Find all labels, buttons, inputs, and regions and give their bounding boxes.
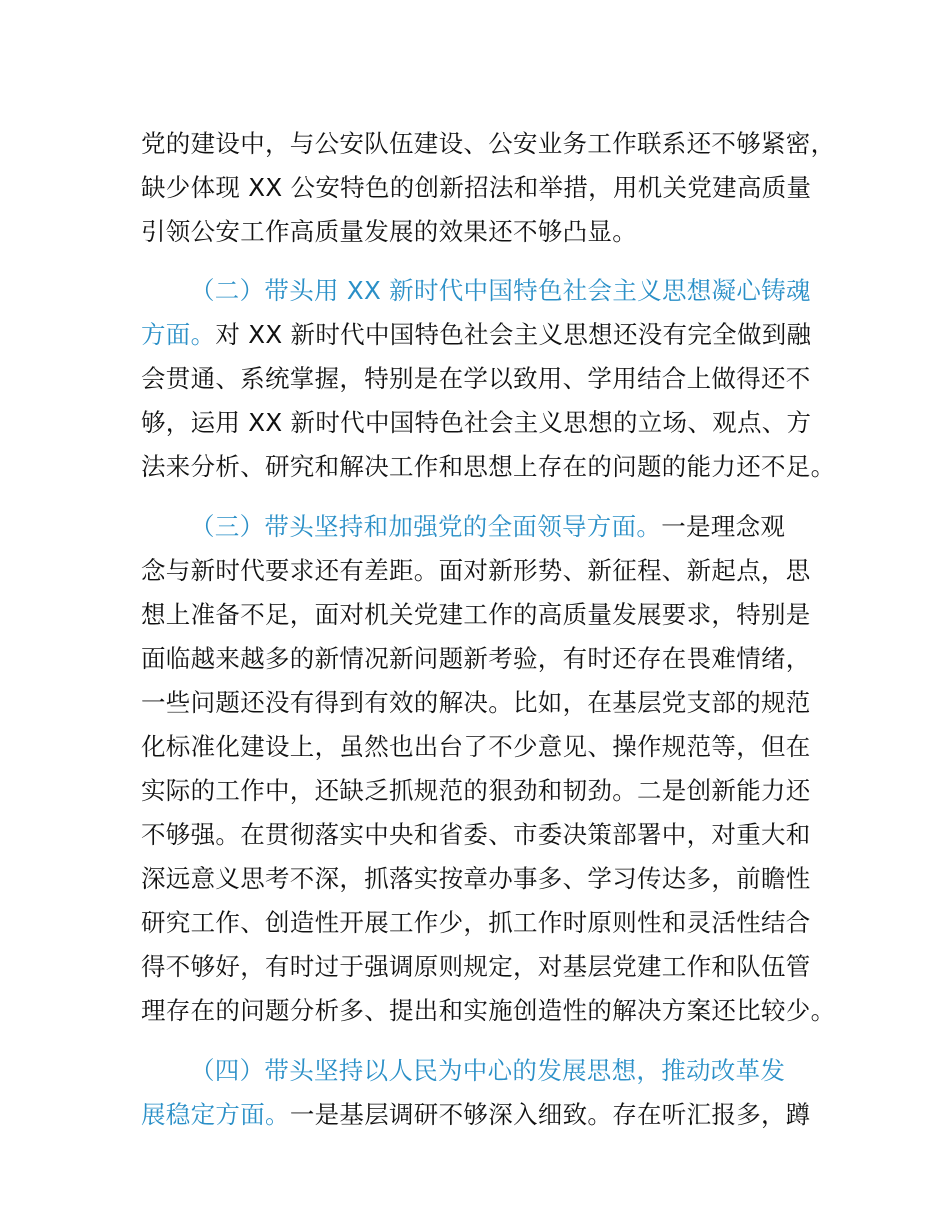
section-4-heading-line-1: （四）带头坚持以人民为中心的发展思想，推动改革发 [190,1056,786,1085]
section-2-heading-line-1: （二）带头用 XX 新时代中国特色社会主义思想凝心铸魂 [190,276,811,305]
section-3-line-12: 理存在的问题分析多、提出和实施创造性的解决方案还比较少。 [141,996,836,1025]
section-3-line-4: 面临越来越多的新情况新问题新考验，有时还存在畏难情绪， [141,644,811,673]
paragraph-1-line-3: 引领公安工作高质量发展的效果还不够凸显。 [141,217,637,246]
section-3-line-5: 一些问题还没有得到有效的解决。比如，在基层党支部的规范 [141,688,811,717]
paragraph-1-line-2: 缺少体现 XX 公安特色的创新招法和举措，用机关党建高质量 [141,173,812,202]
section-3-line-2: 念与新时代要求还有差距。面对新形势、新征程、新起点，思 [141,556,811,585]
section-2-line-5: 法来分析、研究和解决工作和思想上存在的问题的能力还不足。 [141,452,836,481]
section-2-text-line-2: 对 XX 新时代中国特色社会主义思想还没有完全做到融 [215,320,812,349]
section-3-line-7: 实际的工作中，还缺乏抓规范的狠劲和韧劲。二是创新能力还 [141,776,811,805]
section-3-line-1 [190,505,785,549]
paragraph-1-line-1: 党的建设中，与公安队伍建设、公安业务工作联系还不够紧密， [141,129,836,158]
section-3-line-6: 化标准化建设上，虽然也出台了不少意见、操作规范等，但在 [141,732,811,761]
section-4-line-2 [141,1093,811,1137]
section-4-text-line-2: 一是基层调研不够深入细致。存在听汇报多，蹲 [289,1100,811,1129]
section-3-heading: （三）带头坚持和加强党的全面领导方面。 [190,512,662,541]
section-3-text-line-1: 一是理念观 [661,512,786,541]
section-3-line-10: 研究工作、创造性开展工作少，抓工作时原则性和灵活性结合 [141,908,811,937]
section-3-line-3: 想上准备不足，面对机关党建工作的高质量发展要求，特别是 [141,600,811,629]
section-2-line-4: 够，运用 XX 新时代中国特色社会主义思想的立场、观点、方 [141,408,812,437]
section-2-heading-line-2: 方面。 [141,320,216,349]
section-3-line-8: 不够强。在贯彻落实中央和省委、市委决策部署中，对重大和 [141,820,811,849]
section-2-line-2 [141,313,811,357]
section-4-heading-line-2: 展稳定方面。 [141,1100,290,1129]
section-2-line-3: 会贯通、系统掌握，特别是在学以致用、学用结合上做得还不 [141,364,811,393]
section-3-line-11: 得不够好，有时过于强调原则规定，对基层党建工作和队伍管 [141,952,811,981]
section-3-line-9: 深远意义思考不深，抓落实按章办事多、学习传达多，前瞻性 [141,864,811,893]
